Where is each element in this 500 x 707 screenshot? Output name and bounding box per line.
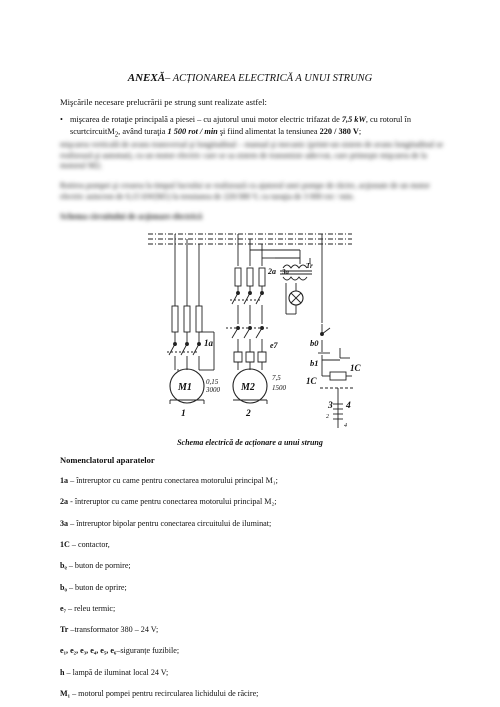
nomenclature-item: [60, 689, 450, 699]
speed-value: 1 500 rot / min: [167, 126, 218, 136]
item-code: 1C: [60, 539, 70, 549]
item-code: b₀: [60, 582, 67, 592]
item-description: – lampă de iluminat local 24 V;: [64, 667, 169, 677]
label-1: 1: [181, 409, 186, 419]
item-code: 1a: [60, 476, 69, 485]
label-small-2: 2: [326, 414, 329, 420]
bullet-part: mişcarea de rotaţie principală a piesei – cu ajutorul unui motor electric trifazat de: [70, 115, 342, 124]
m1-speed: 3000: [206, 386, 220, 394]
label-tr: Tr: [306, 262, 313, 270]
label-m2: M2: [241, 382, 255, 393]
item-code: h: [60, 667, 65, 677]
nomenclature-item: [60, 540, 450, 550]
nomenclature-item: [60, 604, 450, 614]
blurred-bullet: mişcarea verticală de avans transversal şi longitudinal – manual şi mecanic (printr-un sistem de avans longitudinal se realizează şi automat), cu un motor electric care se sa sistem de transmisie adecvat, care primeşte mişcarea de la motorul M2;: [60, 140, 444, 170]
label-2a: 2a: [268, 267, 276, 276]
label-3a: 3a: [282, 268, 289, 276]
nomenclature-item: [60, 561, 450, 571]
bullet-item: [60, 114, 444, 141]
label-b0: b0: [310, 338, 319, 348]
item-code: M₁: [60, 689, 71, 698]
switch-2a: [226, 286, 270, 370]
bullet-text: [60, 114, 444, 141]
nomenclature-item: [60, 646, 450, 656]
title-bold: ANEXĂ: [127, 72, 166, 84]
nomenclature-item: [60, 476, 450, 486]
item-code: bᵨ: [60, 561, 67, 571]
label-small-4: 4: [344, 423, 347, 429]
bullet-part: , cu rotorul în scurtcircuit: [70, 115, 411, 136]
nomenclature-item: [60, 625, 450, 635]
m1-power: 0,15: [206, 378, 219, 386]
item-code: Tr: [60, 625, 69, 635]
motor-sub: 2: [114, 131, 119, 139]
item-description: – întreruptor cu came pentru conectarea motorului principal M₁;: [68, 476, 278, 485]
bullet-part: , având turaţia: [118, 126, 168, 136]
label-e7: e7: [270, 341, 278, 350]
nomenclature-item: [60, 583, 450, 593]
figure-caption: Schema electrică de acționare a unui strung: [177, 438, 323, 447]
item-description: – releu termic;: [66, 603, 116, 613]
nomenclature-item: [60, 519, 450, 529]
item-description: – întreruptor bipolar pentru conectarea circuitului de iluminat;: [68, 518, 272, 528]
label-1c-coil: 1C: [306, 376, 317, 386]
control-circuit: [318, 324, 355, 428]
voltage-value: 220 / 380 V: [319, 126, 359, 136]
motor-name: M: [107, 126, 115, 136]
bullet-part: şi fiind alimentat la tensiunea: [217, 126, 320, 136]
label-2: 2: [246, 409, 251, 419]
item-code: e₁, e₂, e₃, e₄, e₅, e₆: [60, 646, 117, 656]
item-description: - întreruptor cu came pentru conectarea motorului principal M₂;: [68, 497, 277, 507]
item-description: – contactor,: [69, 539, 110, 549]
m2-speed: 1500: [272, 384, 286, 392]
label-3: 3: [328, 401, 333, 411]
label-1c: 1C: [350, 363, 361, 373]
m2-power: 7,5: [272, 374, 281, 382]
item-code: 2a: [60, 497, 69, 507]
document-title: [0, 72, 500, 84]
blurred-paragraph: Rotirea pompei şi crearea la timpul lucrului se realizează cu ajutorul unei pompe de răcire, acţionate de un motor electric asincron de 0,15 kW(M1) la tensiunea de 220/380 V, cu turaţia de 3 000 rot / min.: [60, 181, 430, 201]
item-description: – buton de pornire;: [66, 561, 131, 571]
bullet-dot: •: [60, 115, 63, 124]
electrical-schematic: [0, 228, 500, 438]
title-rest: – ACȚIONAREA ELECTRICĂ A UNUI STRUNG: [165, 73, 373, 84]
nomenclature-item: [60, 668, 450, 678]
blurred-heading: Schema circuitului de acţionare electrică: [60, 212, 203, 221]
nomenclature-title: Nomenclatorul aparatelor: [60, 455, 155, 465]
label-b1: b1: [310, 358, 319, 368]
nomenclature-item: [60, 497, 450, 507]
item-code: 3a: [60, 518, 69, 528]
item-description: – motorul pompei pentru recircularea lichidului de răcire;: [70, 689, 259, 698]
intro-paragraph: Mişcările necesare prelucrării pe strung sunt realizate astfel:: [60, 97, 267, 107]
label-4: 4: [346, 401, 351, 411]
power-value: 7,5 kW: [341, 115, 366, 124]
label-m1: M1: [178, 382, 192, 393]
label-1a: 1a: [204, 338, 213, 348]
item-description: –siguranțe fuzibile;: [116, 646, 180, 656]
item-code: e₇: [60, 603, 67, 613]
item-description: – buton de oprire;: [66, 582, 127, 592]
bullet-part: ;: [358, 126, 362, 136]
item-description: –transformator 380 – 24 V;: [68, 625, 159, 635]
